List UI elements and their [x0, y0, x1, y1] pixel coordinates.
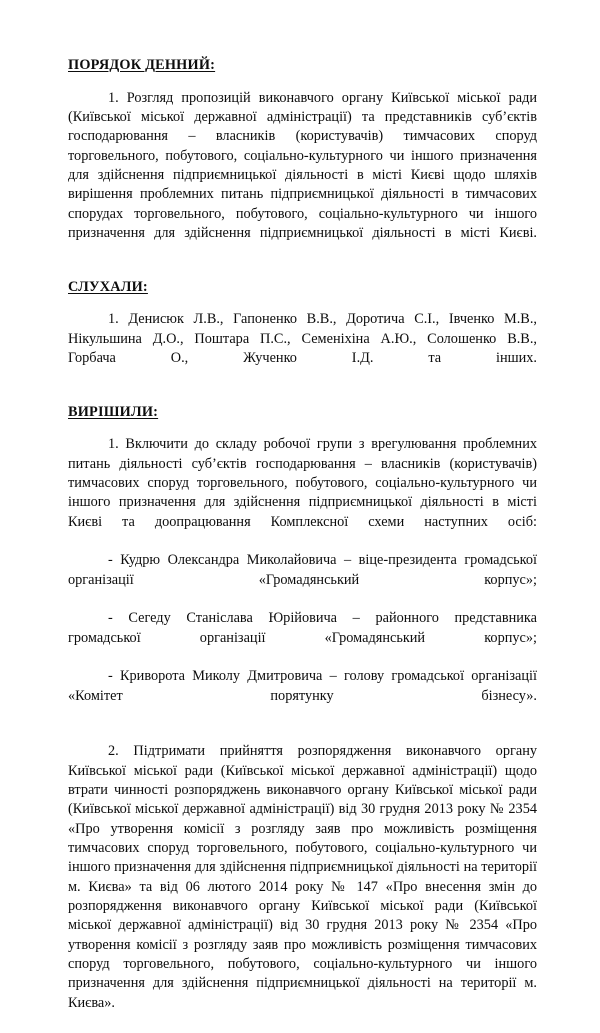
agenda-paragraph-1: 1. Розгляд пропозицій виконавчого органу Київської міської ради (Київської міської державної адміністрації) та представників суб’єктів господарювання – власників (користувачів) тимчасових споруд торговельного, побутового, соціально-культурного чи іншого призначення для здійснення підприємницької діяльності в місті Києві щодо шляхів вирішення проблемних питань підприємницької діяльності в тимчасових спорудах торговельного, побутового, соціально-культурного чи іншого призначення для здійснення підприємницької діяльності в місті Києві. — [68, 89, 537, 241]
decided-list-item-1: - Кудрю Олександра Миколайовича – віце-президента громадської організації «Громадянський корпус»; — [68, 552, 537, 588]
heading-heard-text: СЛУХАЛИ: — [68, 278, 148, 295]
decided-list-item-3: - Криворота Миколу Дмитровича – голову громадської організації «Комітет порятунку бізнесу». — [68, 668, 537, 704]
heading-agenda-text: ПОРЯДОК ДЕННИЙ: — [68, 57, 216, 73]
decided-paragraph-1: 1. Включити до складу робочої групи з врегулювання проблемних питань діяльності суб’єктів господарювання – власників (користувачів) тимчасових споруд торговельного, побутового, соціально-культурного чи іншого призначення для здійснення підприємницької діяльності в місті Києві та доопрацювання Комплексної схеми наступних осіб: — [68, 436, 537, 530]
document-body — [68, 57, 537, 1033]
spacer — [68, 388, 537, 404]
spacer — [68, 74, 537, 89]
decided-paragraph-2: 2. Підтримати прийняття розпорядження виконавчого органу Київської міської ради (Київської міської державної адміністрації) щодо втрати чинності розпоряджень виконавчого органу Київської міської ради (Київської міської державної адміністрації) від 30 грудня 2013 року № 2354 «Про утворення комісії з розгляду заяв про можливість розміщення тимчасових споруд торговельного, побутового, соціально-культурного чи іншого призначення для здійснення підприємницької діяльності на території м. Києва» та від 06 лютого 2014 року № 147 «Про внесення змін до розпорядження виконавчого органу Київської міської ради (Київської міської державної адміністрації) від 30 грудня 2013 року № 2354 «Про утворення комісії з розгляду заяв про можливість розміщення тимчасових споруд торговельного, побутового, соціально-культурного чи іншого призначення для здійснення підприємницької діяльності на території м. Києва». — [68, 743, 537, 1011]
spacer — [68, 420, 537, 435]
decided-list-item-2: - Сегеду Станіслава Юрійовича – районного представника громадської організації «Громадянський корпус»; — [68, 610, 537, 646]
heading-heard — [68, 279, 537, 296]
heading-agenda — [68, 57, 537, 74]
spacer — [68, 725, 537, 742]
heard-paragraph-1: 1. Денисюк Л.В., Гапоненко В.В., Доротича С.І., Івченко М.В., Нікульшина Д.О., Поштара П.С., Семеніхіна А.Ю., Солошенко В.В., Горбача О., Жученко І.Д. та інших. — [68, 311, 537, 366]
spacer — [68, 295, 537, 310]
heading-decided — [68, 404, 537, 421]
spacer — [68, 263, 537, 279]
heading-decided-text: ВИРІШИЛИ: — [68, 403, 159, 420]
